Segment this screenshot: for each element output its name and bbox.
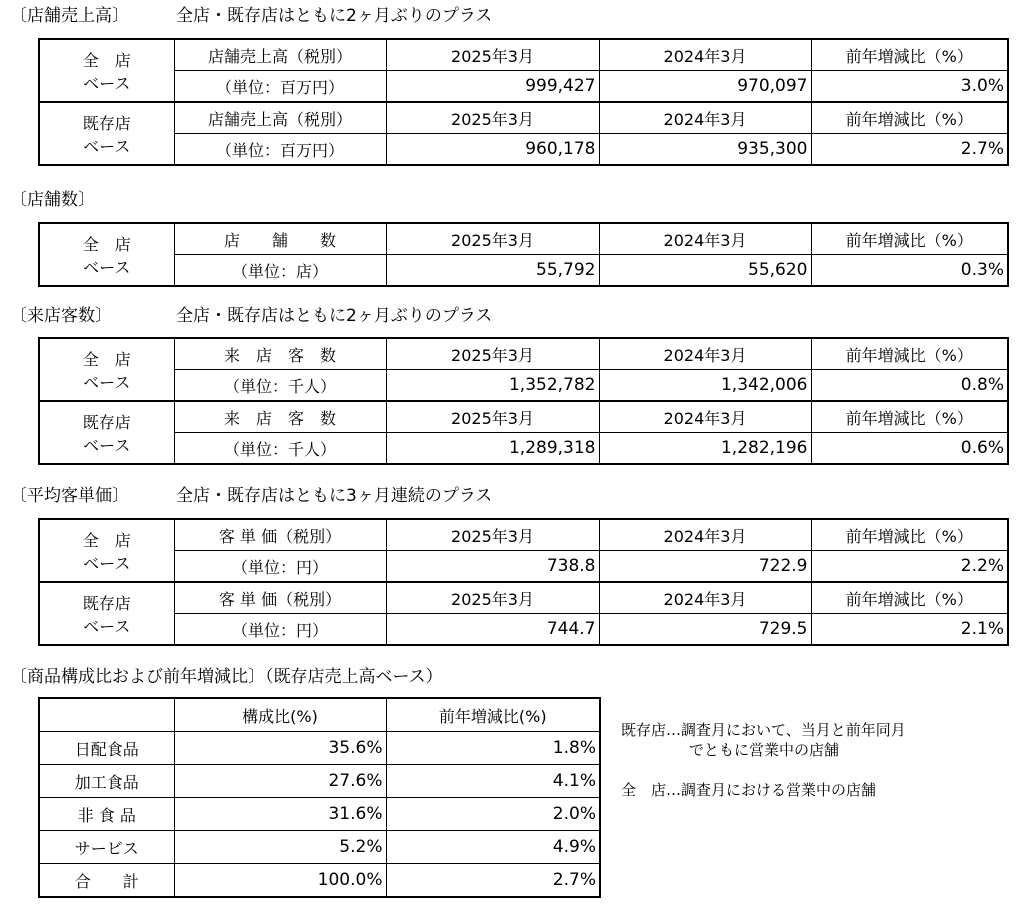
column-header-yoy: 前年増減比(%) — [386, 698, 600, 732]
category-label: 加工食品 — [39, 765, 174, 798]
table-row — [39, 39, 1008, 71]
ratio-value: 27.6% — [174, 765, 386, 798]
table-row — [39, 71, 1008, 103]
section-heading-customers — [10, 306, 493, 326]
base-label-line1: 全 店 — [82, 50, 131, 70]
section-heading-stores — [10, 190, 95, 210]
base-label — [39, 102, 174, 165]
base-label-line2: ベース — [83, 372, 131, 392]
table-row — [39, 551, 1008, 583]
base-label-line1: 既存店 — [82, 113, 131, 133]
base-label-line2: ベース — [83, 73, 131, 93]
column-header-previous: 2024年3月 — [599, 102, 811, 134]
value-current: 738.8 — [386, 551, 599, 583]
category-label: 日配食品 — [39, 732, 174, 765]
table-row — [39, 102, 1008, 134]
section-title: 〔来店客数〕 — [10, 306, 112, 326]
table-row — [39, 831, 600, 864]
value-previous: 729.5 — [599, 614, 811, 646]
base-label — [39, 223, 174, 286]
ratio-value: 35.6% — [174, 732, 386, 765]
row-header-label: 客 単 価（税別） — [174, 519, 386, 551]
base-label-line1: 全 店 — [82, 530, 131, 550]
section-heading-avg-price — [10, 486, 493, 506]
value-yoy: 2.7% — [811, 134, 1008, 166]
column-header-yoy: 前年増減比（%） — [811, 401, 1008, 433]
column-header-previous: 2024年3月 — [599, 519, 811, 551]
section-subtitle: 全店・既存店はともに3ヶ月連続のプラス — [176, 486, 493, 506]
value-yoy: 2.2% — [811, 551, 1008, 583]
row-header-label: 来 店 客 数 — [174, 401, 386, 433]
column-header-current: 2025年3月 — [386, 519, 599, 551]
value-previous: 1,342,006 — [599, 370, 811, 402]
base-label-line2: ベース — [83, 136, 131, 156]
section-subtitle: 全店・既存店はともに2ヶ月ぶりのプラス — [176, 6, 493, 26]
yoy-value: 4.1% — [386, 765, 600, 798]
column-header-yoy: 前年増減比（%） — [811, 39, 1008, 71]
table-row — [39, 433, 1008, 465]
value-current: 960,178 — [386, 134, 599, 166]
column-header-current: 2025年3月 — [386, 338, 599, 370]
section-title: 〔店舗数〕 — [10, 190, 95, 210]
section-title: 〔店舗売上高〕 — [10, 6, 129, 26]
sales-table — [38, 38, 1009, 166]
value-yoy: 0.6% — [811, 433, 1008, 465]
unit-label: （単位：円） — [174, 551, 386, 583]
base-label-line1: 既存店 — [82, 412, 131, 432]
value-previous: 935,300 — [599, 134, 811, 166]
section-subtitle: 全店・既存店はともに2ヶ月ぶりのプラス — [176, 306, 493, 326]
value-yoy: 0.3% — [811, 255, 1008, 287]
unit-label: （単位：千人） — [174, 433, 386, 465]
section-title: 〔平均客単価〕 — [10, 486, 129, 506]
unit-label: （単位：円） — [174, 614, 386, 646]
value-previous: 55,620 — [599, 255, 811, 287]
base-label — [39, 582, 174, 645]
stores-table — [38, 222, 1009, 287]
column-header-yoy: 前年増減比（%） — [811, 519, 1008, 551]
value-previous: 1,282,196 — [599, 433, 811, 465]
section-heading-sales — [10, 6, 493, 26]
column-header-yoy: 前年増減比（%） — [811, 582, 1008, 614]
category-label: 非 食 品 — [39, 798, 174, 831]
column-header-previous: 2024年3月 — [599, 338, 811, 370]
base-label-line1: 全 店 — [82, 349, 131, 369]
column-header-current: 2025年3月 — [386, 401, 599, 433]
value-current: 55,792 — [386, 255, 599, 287]
note-existing-line1: 既存店…調査月において、当月と前年同月 — [621, 721, 906, 739]
yoy-value: 4.9% — [386, 831, 600, 864]
base-label — [39, 519, 174, 582]
table-row — [39, 519, 1008, 551]
column-header-yoy: 前年増減比（%） — [811, 223, 1008, 255]
column-header-yoy: 前年増減比（%） — [811, 338, 1008, 370]
row-header-label: 来 店 客 数 — [174, 338, 386, 370]
table-row — [39, 798, 600, 831]
value-previous: 970,097 — [599, 71, 811, 103]
table-row — [39, 864, 600, 898]
value-current: 744.7 — [386, 614, 599, 646]
base-label-line2: ベース — [83, 435, 131, 455]
header-empty-cell — [39, 698, 174, 732]
unit-label: （単位：百万円） — [174, 71, 386, 103]
column-header-current: 2025年3月 — [386, 39, 599, 71]
note-existing-line2: でともに営業中の店舗 — [689, 741, 840, 759]
table-row — [39, 765, 600, 798]
value-current: 1,289,318 — [386, 433, 599, 465]
section-title: 〔商品構成比および前年増減比〕（既存店売上高ベース） — [10, 667, 443, 687]
ratio-value: 31.6% — [174, 798, 386, 831]
value-yoy: 0.8% — [811, 370, 1008, 402]
row-header-label: 客 単 価（税別） — [174, 582, 386, 614]
value-yoy: 3.0% — [811, 71, 1008, 103]
customers-table — [38, 337, 1009, 465]
value-current: 999,427 — [386, 71, 599, 103]
table-row — [39, 255, 1008, 287]
note-all: 全 店…調査月における営業中の店舗 — [621, 781, 877, 799]
category-label: サービス — [39, 831, 174, 864]
table-row — [39, 732, 600, 765]
base-label-line1: 全 店 — [82, 234, 131, 254]
composition-table — [38, 697, 601, 898]
column-header-current: 2025年3月 — [386, 102, 599, 134]
table-header-row — [39, 698, 600, 732]
value-current: 1,352,782 — [386, 370, 599, 402]
column-header-current: 2025年3月 — [386, 223, 599, 255]
column-header-previous: 2024年3月 — [599, 223, 811, 255]
table-row — [39, 338, 1008, 370]
unit-label: （単位：千人） — [174, 370, 386, 402]
table-row — [39, 370, 1008, 402]
table-row — [39, 401, 1008, 433]
yoy-value: 1.8% — [386, 732, 600, 765]
column-header-previous: 2024年3月 — [599, 582, 811, 614]
base-label — [39, 401, 174, 464]
section-heading-composition — [10, 667, 443, 687]
base-label-line2: ベース — [83, 257, 131, 277]
table-row — [39, 582, 1008, 614]
unit-label: （単位：店） — [174, 255, 386, 287]
column-header-previous: 2024年3月 — [599, 39, 811, 71]
row-header-label: 店舗売上高（税別） — [174, 39, 386, 71]
value-previous: 722.9 — [599, 551, 811, 583]
column-header-yoy: 前年増減比（%） — [811, 102, 1008, 134]
base-label-line2: ベース — [83, 553, 131, 573]
row-header-label: 店 舗 数 — [174, 223, 386, 255]
category-label: 合 計 — [39, 864, 174, 898]
column-header-previous: 2024年3月 — [599, 401, 811, 433]
table-row — [39, 223, 1008, 255]
yoy-value: 2.7% — [386, 864, 600, 898]
ratio-value: 100.0% — [174, 864, 386, 898]
base-label — [39, 338, 174, 401]
avg-price-table — [38, 518, 1009, 646]
ratio-value: 5.2% — [174, 831, 386, 864]
base-label-line1: 既存店 — [82, 593, 131, 613]
value-yoy: 2.1% — [811, 614, 1008, 646]
column-header-current: 2025年3月 — [386, 582, 599, 614]
base-label — [39, 39, 174, 102]
table-row — [39, 134, 1008, 166]
unit-label: （単位：百万円） — [174, 134, 386, 166]
yoy-value: 2.0% — [386, 798, 600, 831]
table-row — [39, 614, 1008, 646]
row-header-label: 店舗売上高（税別） — [174, 102, 386, 134]
base-label-line2: ベース — [83, 616, 131, 636]
column-header-ratio: 構成比(%) — [174, 698, 386, 732]
